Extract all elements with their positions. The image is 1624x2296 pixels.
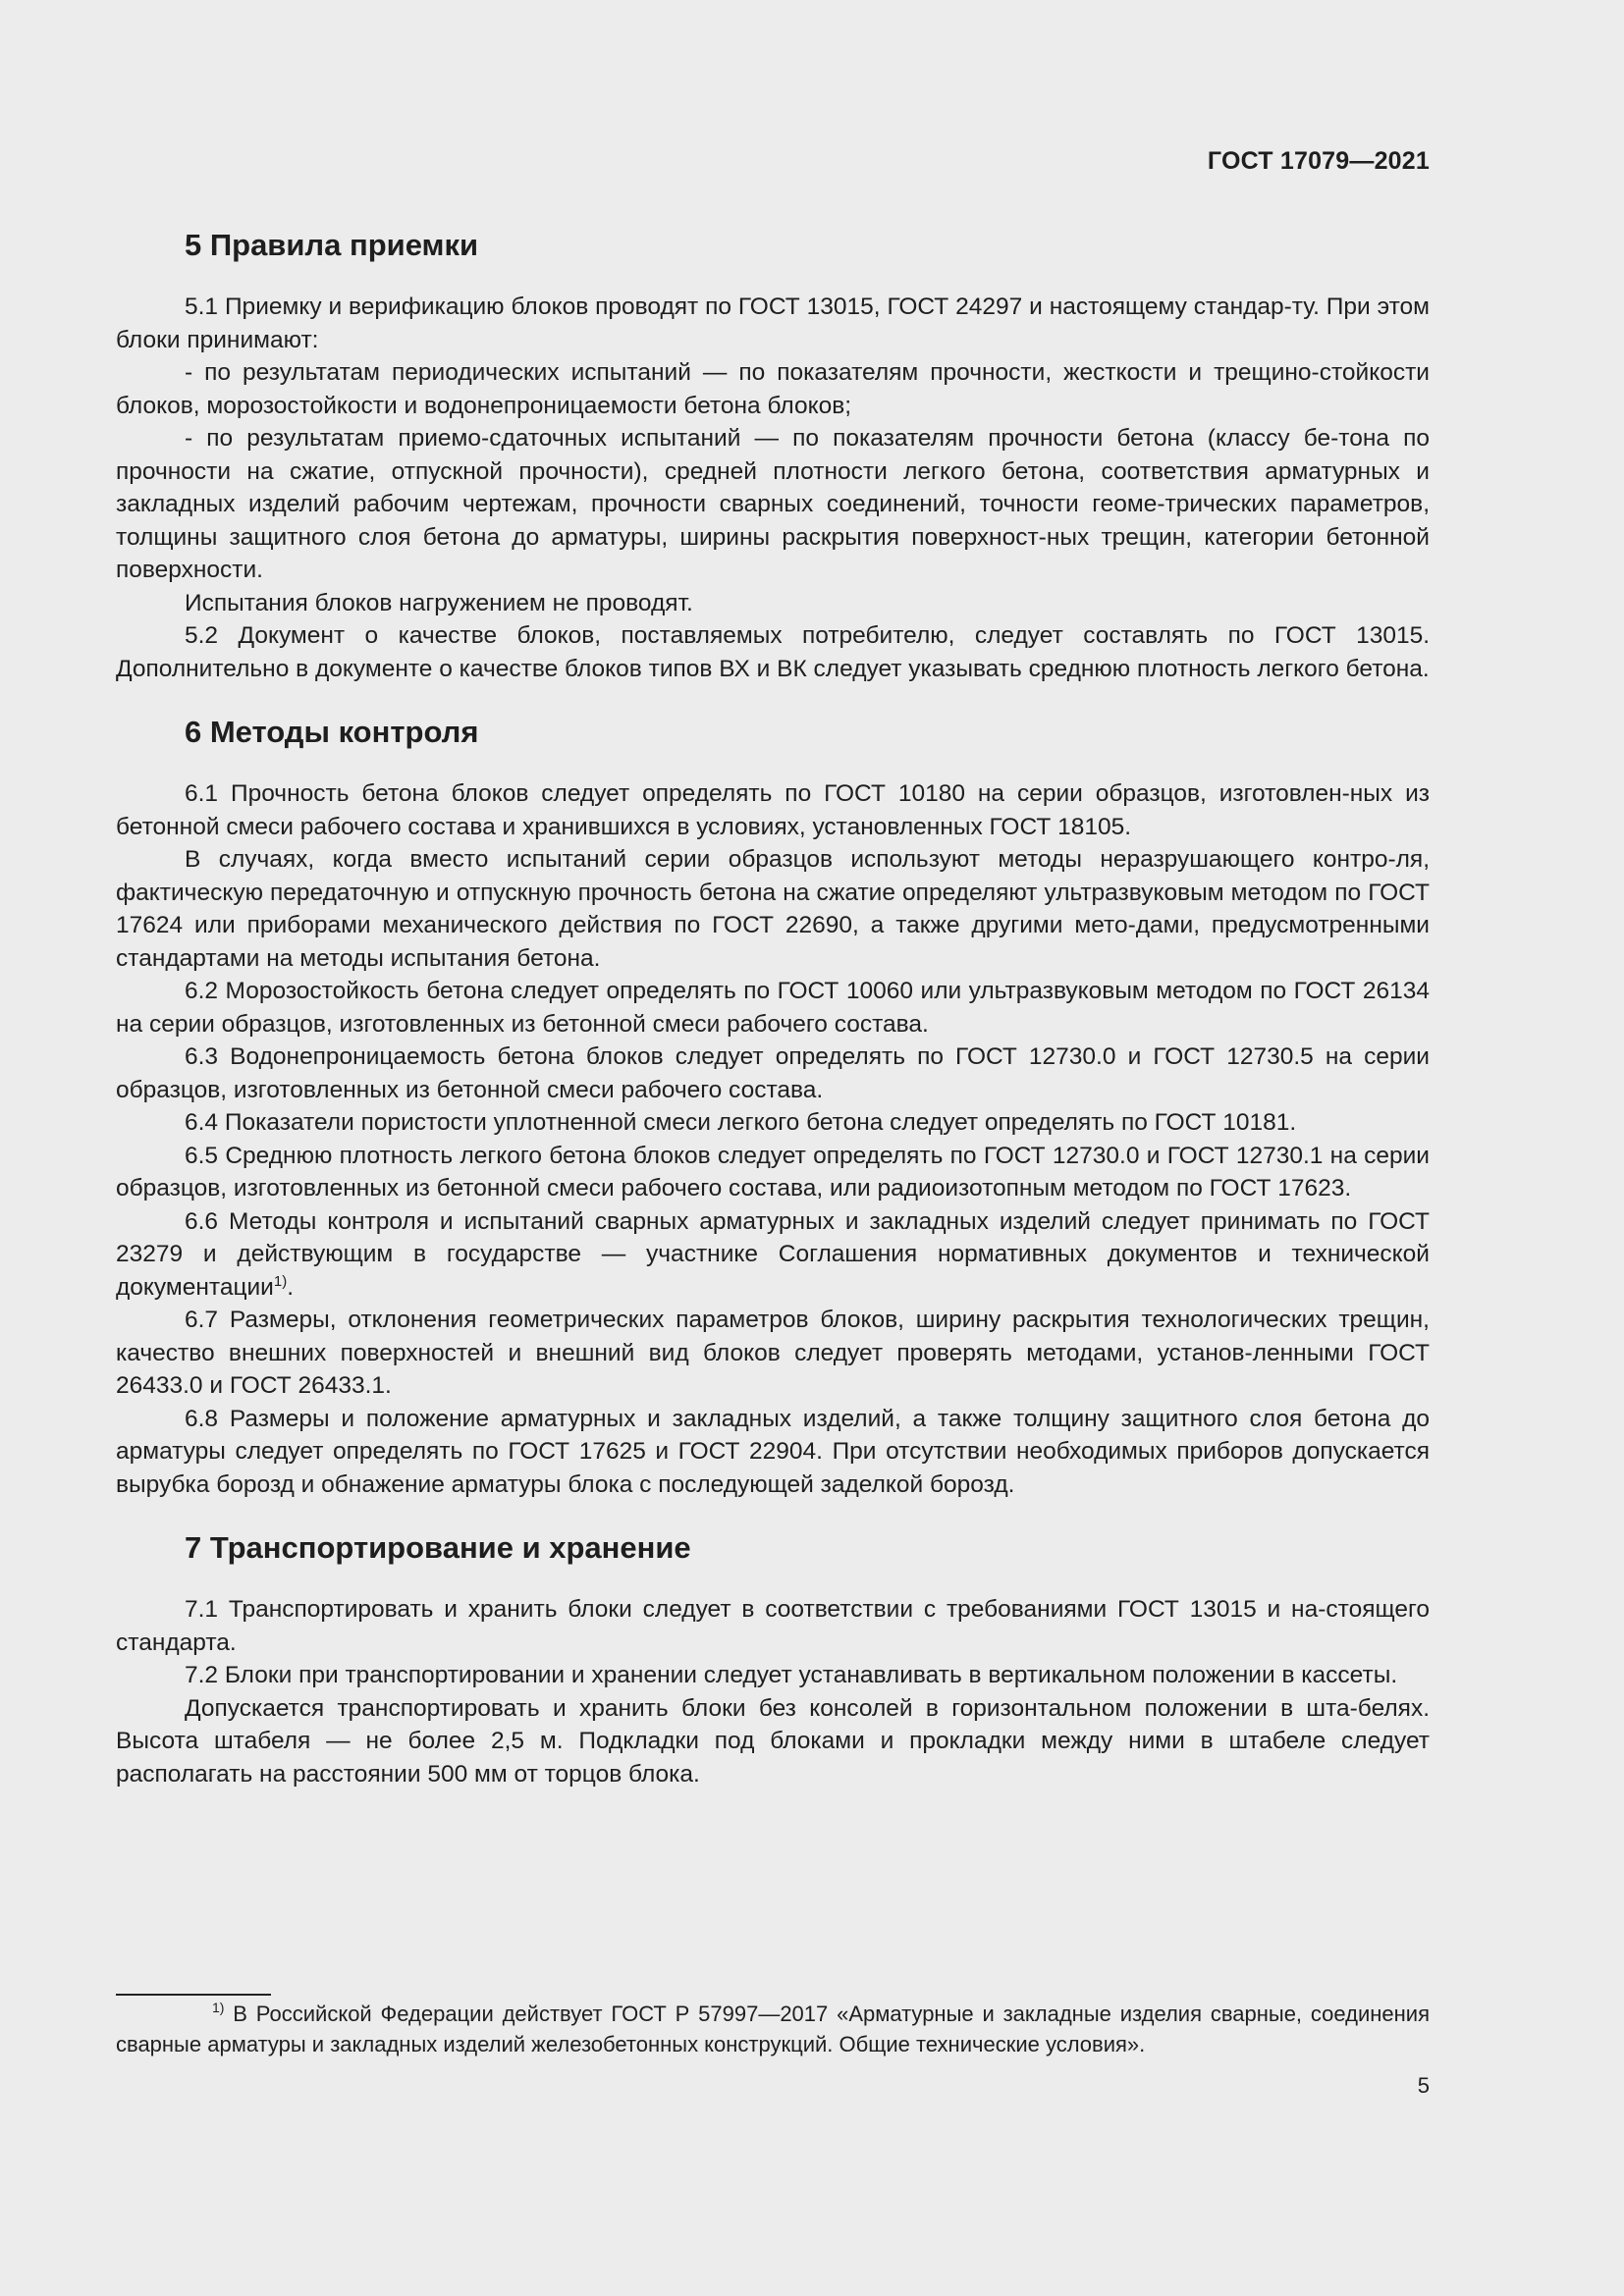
paragraph-5-1-item-periodic: - по результатам периодических испытаний — по показателям прочности, жесткости и трещино-стойкости блоков, морозостойкости и водонепроницаемости бетона блоков; — [116, 359, 1430, 419]
paragraph-7-1: 7.1 Транспортировать и хранить блоки следует в соответствии с требованиями ГОСТ 13015 и на-стоящего стандарта. — [116, 1596, 1430, 1656]
page-content — [116, 218, 1430, 1810]
paragraph-5-1-item-acceptance: - по результатам приемо-сдаточных испытаний — по показателям прочности бетона (классу бе-тона по прочности на сжатие, отпускной прочности), средней плотности легкого бетона, соответствия арматурных и закладных изделий рабочим чертежам, прочности сварных соединений, точности геоме-трических параметров, толщины защитного слоя бетона до арматуры, ширины раскрытия поверхност-ных трещин, категории бетонной поверхности. — [116, 425, 1430, 583]
section-7 — [116, 1521, 1430, 1790]
paragraph-6-6-end: . — [287, 1273, 295, 1301]
paragraph-6-1-cont: В случаях, когда вместо испытаний серии образцов используют методы неразрушающего контро-ля, фактическую передаточную и отпускную прочность бетона на сжатие определяют ультразвуковым методом по ГОСТ 17624 или приборами механического действия по ГОСТ 22690, а также другими мето-дами, предусмотренными стандартами на методы испытания бетона. — [116, 846, 1430, 972]
section-body — [116, 291, 1430, 685]
footnote-marker: 1) — [212, 2000, 225, 2015]
section-6 — [116, 705, 1430, 1501]
page-number: 5 — [1417, 2073, 1430, 2098]
section-title: 7 Транспортирование и хранение — [185, 1530, 691, 1565]
paragraph-6-8: 6.8 Размеры и положение арматурных и закладных изделий, а также толщину защитного слоя бетона до арматуры следует определять по ГОСТ 17625 и ГОСТ 22904. При отсутствии необходимых приборов допускается вырубка борозд и обнажение арматуры блока с последующей заделкой борозд. — [116, 1405, 1430, 1498]
section-title: 6 Методы контроля — [185, 715, 479, 749]
section-body — [116, 1593, 1430, 1790]
section-title: 5 Правила приемки — [185, 228, 479, 262]
footnote — [116, 1999, 1430, 2059]
paragraph-6-4: 6.4 Показатели пористости уплотненной смеси легкого бетона следует определять по ГОСТ 10181. — [185, 1109, 1297, 1136]
paragraph-6-2: 6.2 Морозостойкость бетона следует определять по ГОСТ 10060 или ультразвуковым методом по ГОСТ 26134 на серии образцов, изготовленных из бетонной смеси рабочего состава. — [116, 978, 1430, 1038]
paragraph-6-6 — [116, 1205, 1430, 1305]
paragraph-5-2: 5.2 Документ о качестве блоков, поставляемых потребителю, следует составлять по ГОСТ 13015. Дополнительно в документе о качестве блоков типов ВХ и ВК следует указывать среднюю плотность легкого бетона. — [116, 622, 1430, 682]
paragraph-7-2: 7.2 Блоки при транспортировании и хранении следует устанавливать в вертикальном положении в кассеты. — [185, 1662, 1398, 1688]
footnote-reference: 1) — [273, 1272, 288, 1290]
paragraph-6-1: 6.1 Прочность бетона блоков следует определять по ГОСТ 10180 на серии образцов, изготовлен-ных из бетонной смеси рабочего состава и хранившихся в условиях, установленных ГОСТ 18105. — [116, 780, 1430, 840]
paragraph-5-1: 5.1 Приемку и верификацию блоков проводят по ГОСТ 13015, ГОСТ 24297 и настоящему стандар-ту. При этом блоки принимают: — [116, 294, 1430, 353]
paragraph-6-7: 6.7 Размеры, отклонения геометрических параметров блоков, ширину раскрытия технологических трещин, качество внешних поверхностей и внешний вид блоков следует проверять методами, установ-ленными ГОСТ 26433.0 и ГОСТ 26433.1. — [116, 1307, 1430, 1399]
paragraph-6-3: 6.3 Водонепроницаемость бетона блоков следует определять по ГОСТ 12730.0 и ГОСТ 12730.5 на серии образцов, изготовленных из бетонной смеси рабочего состава. — [116, 1043, 1430, 1103]
section-body — [116, 777, 1430, 1501]
document-code: ГОСТ 17079—2021 — [1207, 147, 1430, 175]
paragraph-6-6-text: 6.6 Методы контроля и испытаний сварных арматурных и закладных изделий следует принимать по ГОСТ 23279 и действующим в государстве — участнике Соглашения нормативных документов и технической документации — [116, 1207, 1430, 1301]
paragraph-6-5: 6.5 Среднюю плотность легкого бетона блоков следует определять по ГОСТ 12730.0 и ГОСТ 12730.1 на серии образцов, изготовленных из бетонной смеси рабочего состава, или радиоизотопным методом по ГОСТ 17623. — [116, 1142, 1430, 1201]
footnote-divider — [116, 1994, 271, 1996]
footnote-text: В Российской Федерации действует ГОСТ Р 57997—2017 «Арматурные и закладные изделия сварные, соединения сварные арматуры и закладных изделий железобетонных конструкций. Общие технические условия». — [116, 2002, 1430, 2056]
paragraph-7-2-cont: Допускается транспортировать и хранить блоки без консолей в горизонтальном положении в шта-белях. Высота штабеля — не более 2,5 м. Подкладки под блоками и прокладки между ними в штабеле следует располагать на расстоянии 500 мм от торцов блока. — [116, 1694, 1430, 1788]
section-5 — [116, 218, 1430, 685]
paragraph-5-1-note: Испытания блоков нагружением не проводят. — [185, 589, 693, 616]
